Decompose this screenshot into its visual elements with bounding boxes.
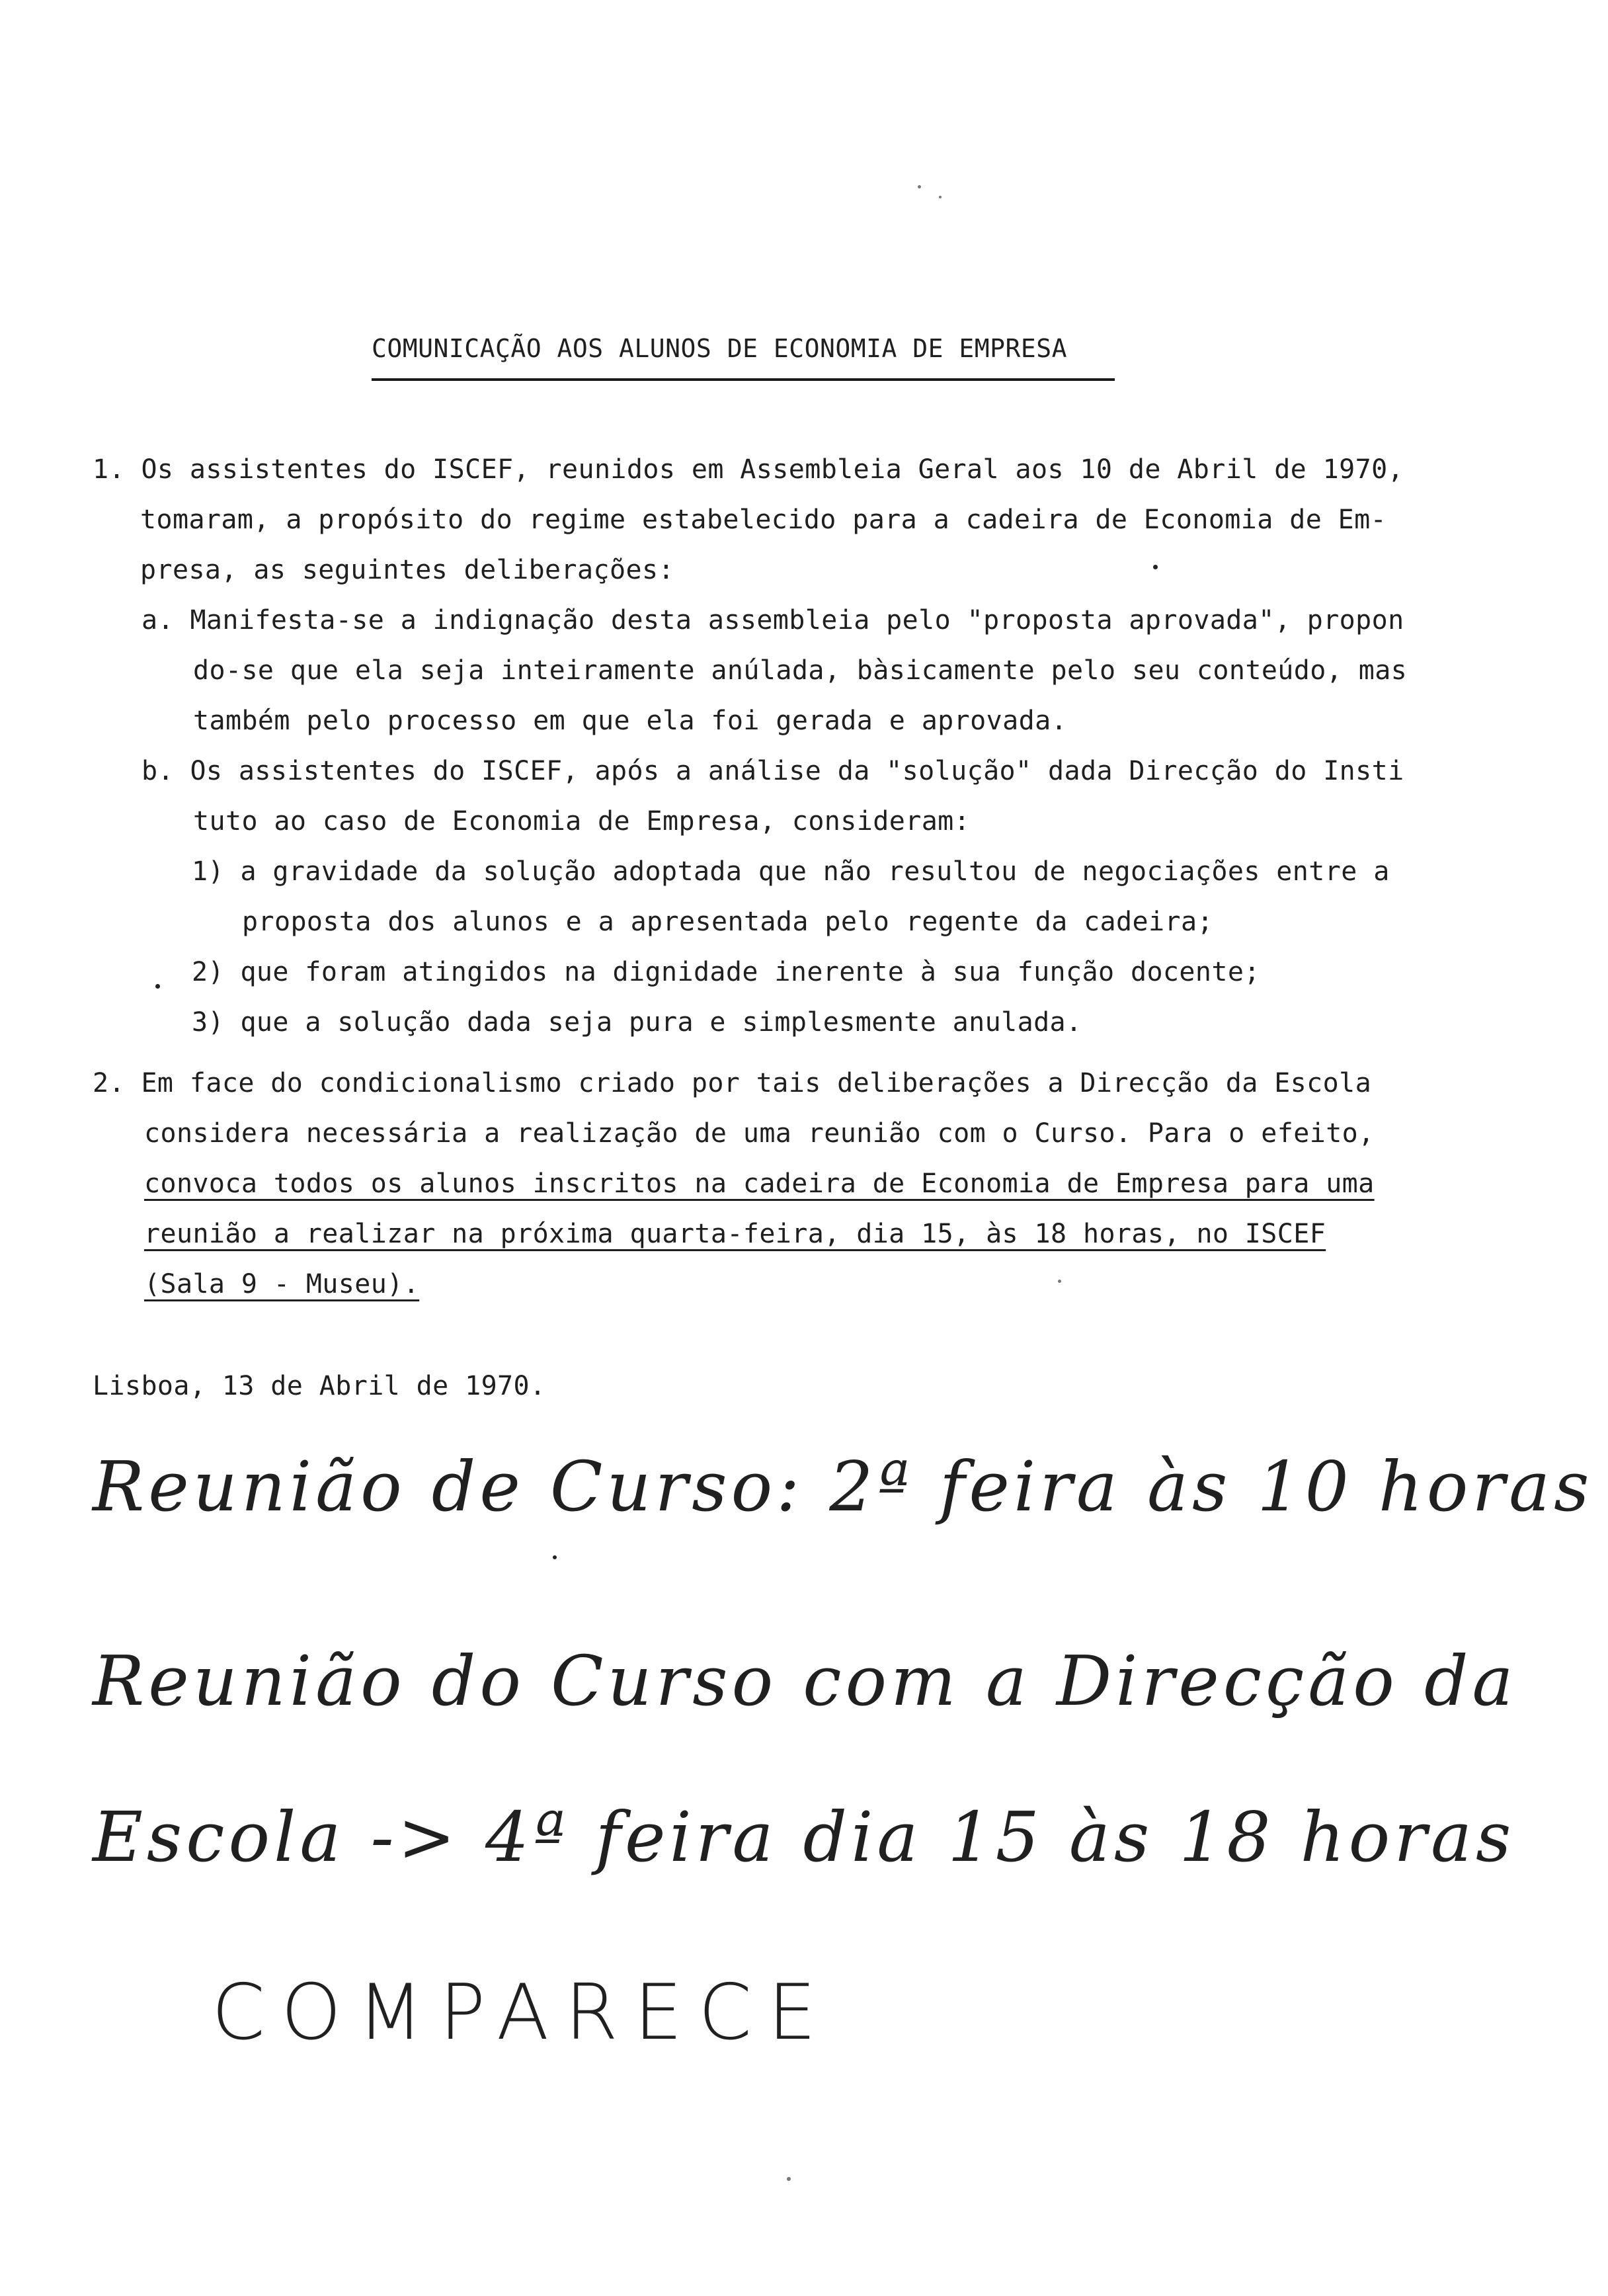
scan-speck (1153, 565, 1158, 569)
scan-speck (787, 2177, 791, 2181)
scan-speck (155, 984, 160, 989)
body-line-3: presa, as seguintes deliberações: (140, 555, 674, 585)
handwritten-line-4: COMPARECE (212, 1968, 832, 2057)
handwritten-line-2: Reunião do Curso com a Direcção da (93, 1641, 1517, 1721)
body-line-13: 2. Em face do condicionalismo criado por tais deliberações a Direcção da Escola (93, 1068, 1372, 1098)
scan-speck (918, 185, 921, 188)
scan-speck (939, 196, 942, 198)
scan-speck (1058, 1280, 1061, 1283)
body-line-1: 1. Os assistentes do ISCEF, reunidos em Assembleia Geral aos 10 de Abril de 1970, (93, 454, 1404, 485)
date-line: Lisboa, 13 de Abril de 1970. (93, 1371, 546, 1401)
body-line-17: (Sala 9 - Museu). (144, 1269, 420, 1299)
body-line-11: 2) que foram atingidos na dignidade inerente à sua função docente; (192, 957, 1260, 987)
document-title: COMUNICAÇÃO AOS ALUNOS DE ECONOMIA DE EMPRESA (372, 334, 1068, 363)
body-line-6: também pelo processo em que ela foi gerada e aprovada. (193, 706, 1068, 736)
handwritten-line-1: Reunião de Curso: 2ª feira às 10 horas (93, 1446, 1593, 1527)
body-line-10: proposta dos alunos e a apresentada pelo regente da cadeira; (242, 907, 1213, 937)
body-line-4: a. Manifesta-se a indignação desta assembleia pelo "proposta aprovada", propon (141, 605, 1404, 636)
body-line-7: b. Os assistentes do ISCEF, após a análise da "solução" dada Direcção do Insti (141, 756, 1404, 786)
body-line-2: tomaram, a propósito do regime estabelecido para a cadeira de Economia de Em- (140, 505, 1387, 535)
body-line-16: reunião a realizar na próxima quarta-feira, dia 15, às 18 horas, no ISCEF (144, 1219, 1326, 1249)
body-line-14: considera necessária a realização de uma reunião com o Curso. Para o efeito, (144, 1118, 1375, 1149)
handwritten-line-3: Escola -> 4ª feira dia 15 às 18 horas (93, 1797, 1515, 1877)
body-line-8: tuto ao caso de Economia de Empresa, consideram: (193, 806, 971, 837)
body-line-12: 3) que a solução dada seja pura e simplesmente anulada. (192, 1007, 1082, 1038)
body-line-5: do-se que ela seja inteiramente anúlada, bàsicamente pelo seu conteúdo, mas (193, 655, 1408, 686)
body-line-9: 1) a gravidade da solução adoptada que não resultou de negociações entre a (192, 856, 1390, 887)
title-underline (372, 378, 1115, 381)
scan-speck (553, 1555, 557, 1559)
body-line-15: convoca todos os alunos inscritos na cadeira de Economia de Empresa para uma (144, 1168, 1375, 1199)
